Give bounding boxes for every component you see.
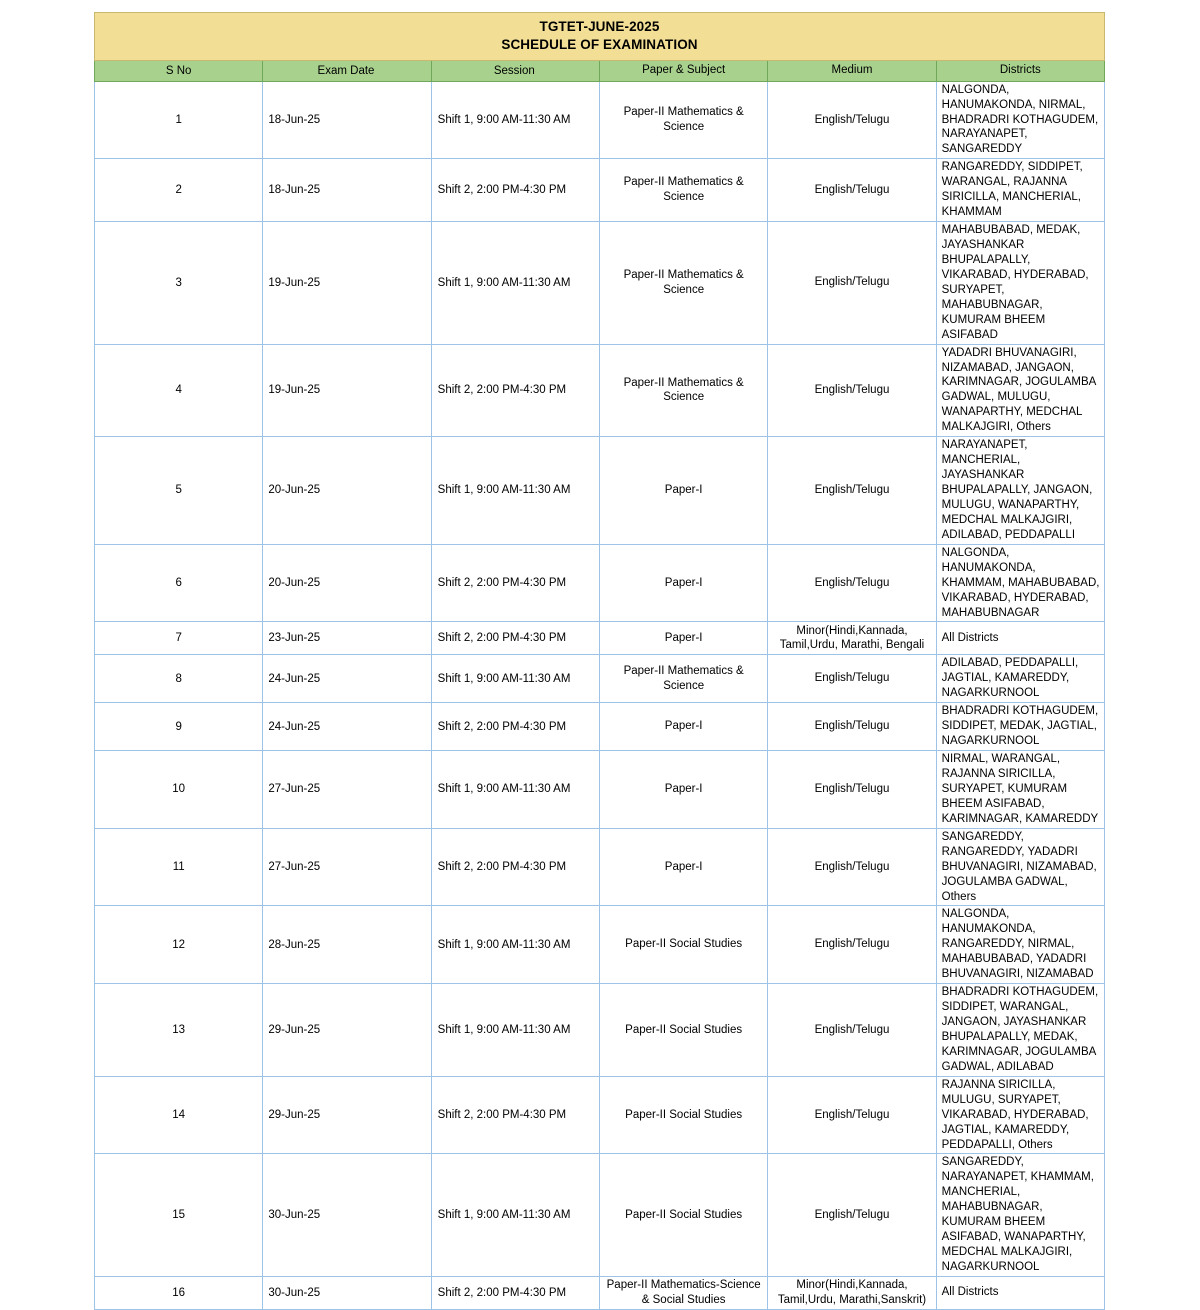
cell-s-no: 6 bbox=[95, 544, 263, 622]
cell-districts: NALGONDA, HANUMAKONDA, NIRMAL, BHADRADRI KOTHAGUDEM, NARAYANAPET, SANGAREDDY bbox=[936, 81, 1104, 159]
cell-medium: English/Telugu bbox=[768, 828, 936, 906]
table-row bbox=[95, 544, 1105, 622]
cell-districts: RAJANNA SIRICILLA, MULUGU, SURYAPET, VIKARABAD, HYDERABAD, JAGTIAL, KAMAREDDY, PEDDAPALLI, Others bbox=[936, 1076, 1104, 1154]
cell-session: Shift 1, 9:00 AM-11:30 AM bbox=[431, 655, 599, 703]
table-row bbox=[95, 906, 1105, 984]
cell-session: Shift 1, 9:00 AM-11:30 AM bbox=[431, 437, 599, 545]
cell-s-no: 12 bbox=[95, 906, 263, 984]
cell-exam-date: 24-Jun-25 bbox=[263, 655, 431, 703]
cell-paper-subject: Paper-II Mathematics & Science bbox=[599, 222, 767, 345]
cell-session: Shift 1, 9:00 AM-11:30 AM bbox=[431, 1154, 599, 1277]
cell-medium: English/Telugu bbox=[768, 984, 936, 1077]
cell-exam-date: 28-Jun-25 bbox=[263, 906, 431, 984]
cell-exam-date: 20-Jun-25 bbox=[263, 437, 431, 545]
cell-paper-subject: Paper-II Mathematics & Science bbox=[599, 655, 767, 703]
cell-medium: Minor(Hindi,Kannada, Tamil,Urdu, Marathi,Sanskrit) bbox=[768, 1276, 936, 1309]
cell-exam-date: 19-Jun-25 bbox=[263, 344, 431, 437]
cell-exam-date: 23-Jun-25 bbox=[263, 622, 431, 655]
cell-s-no: 5 bbox=[95, 437, 263, 545]
cell-districts: NALGONDA, HANUMAKONDA, RANGAREDDY, NIRMAL, MAHABUBABAD, YADADRI BHUVANAGIRI, NIZAMABAD bbox=[936, 906, 1104, 984]
cell-paper-subject: Paper-II Social Studies bbox=[599, 984, 767, 1077]
cell-s-no: 13 bbox=[95, 984, 263, 1077]
cell-districts: NALGONDA, HANUMAKONDA, KHAMMAM, MAHABUBABAD, VIKARABAD, HYDERABAD, MAHABUBNAGAR bbox=[936, 544, 1104, 622]
cell-s-no: 2 bbox=[95, 159, 263, 222]
cell-s-no: 7 bbox=[95, 622, 263, 655]
cell-exam-date: 19-Jun-25 bbox=[263, 222, 431, 345]
column-header-exam-date: Exam Date bbox=[263, 60, 431, 81]
column-header-session: Session bbox=[431, 60, 599, 81]
cell-s-no: 15 bbox=[95, 1154, 263, 1277]
exam-schedule-sheet bbox=[94, 12, 1105, 1310]
column-header-medium: Medium bbox=[768, 60, 936, 81]
cell-districts: NARAYANAPET, MANCHERIAL, JAYASHANKAR BHUPALAPALLY, JANGAON, MULUGU, WANAPARTHY, MEDCHAL MALKAJGIRI, ADILABAD, PEDDAPALLI bbox=[936, 437, 1104, 545]
cell-s-no: 1 bbox=[95, 81, 263, 159]
table-body bbox=[95, 13, 1105, 1310]
cell-exam-date: 29-Jun-25 bbox=[263, 984, 431, 1077]
document-title bbox=[95, 13, 1105, 61]
cell-medium: English/Telugu bbox=[768, 544, 936, 622]
cell-districts: ADILABAD, PEDDAPALLI, JAGTIAL, KAMAREDDY, NAGARKURNOOL bbox=[936, 655, 1104, 703]
cell-session: Shift 2, 2:00 PM-4:30 PM bbox=[431, 828, 599, 906]
cell-s-no: 11 bbox=[95, 828, 263, 906]
cell-paper-subject: Paper-I bbox=[599, 751, 767, 829]
cell-medium: English/Telugu bbox=[768, 437, 936, 545]
cell-session: Shift 1, 9:00 AM-11:30 AM bbox=[431, 984, 599, 1077]
cell-districts: All Districts bbox=[936, 1276, 1104, 1309]
cell-medium: English/Telugu bbox=[768, 222, 936, 345]
cell-session: Shift 1, 9:00 AM-11:30 AM bbox=[431, 751, 599, 829]
cell-s-no: 4 bbox=[95, 344, 263, 437]
table-row bbox=[95, 655, 1105, 703]
cell-s-no: 8 bbox=[95, 655, 263, 703]
title-line-primary: TGTET-JUNE-2025 bbox=[539, 19, 660, 34]
table-row bbox=[95, 622, 1105, 655]
table-row bbox=[95, 1154, 1105, 1277]
cell-districts: RANGAREDDY, SIDDIPET, WARANGAL, RAJANNA SIRICILLA, MANCHERIAL, KHAMMAM bbox=[936, 159, 1104, 222]
cell-exam-date: 27-Jun-25 bbox=[263, 751, 431, 829]
exam-schedule-table bbox=[94, 12, 1105, 1310]
cell-medium: English/Telugu bbox=[768, 655, 936, 703]
cell-exam-date: 30-Jun-25 bbox=[263, 1154, 431, 1277]
cell-s-no: 10 bbox=[95, 751, 263, 829]
cell-medium: English/Telugu bbox=[768, 159, 936, 222]
cell-session: Shift 2, 2:00 PM-4:30 PM bbox=[431, 1276, 599, 1309]
cell-paper-subject: Paper-II Mathematics-Science & Social Studies bbox=[599, 1276, 767, 1309]
table-row bbox=[95, 751, 1105, 829]
table-header-row bbox=[95, 60, 1105, 81]
cell-medium: English/Telugu bbox=[768, 906, 936, 984]
table-row bbox=[95, 437, 1105, 545]
cell-session: Shift 2, 2:00 PM-4:30 PM bbox=[431, 544, 599, 622]
cell-session: Shift 1, 9:00 AM-11:30 AM bbox=[431, 906, 599, 984]
cell-exam-date: 18-Jun-25 bbox=[263, 159, 431, 222]
cell-paper-subject: Paper-I bbox=[599, 828, 767, 906]
cell-medium: English/Telugu bbox=[768, 344, 936, 437]
cell-medium: English/Telugu bbox=[768, 1076, 936, 1154]
column-header-s-no: S No bbox=[95, 60, 263, 81]
table-row bbox=[95, 828, 1105, 906]
cell-paper-subject: Paper-II Mathematics & Science bbox=[599, 159, 767, 222]
cell-districts: SANGAREDDY, NARAYANAPET, KHAMMAM, MANCHERIAL, MAHABUBNAGAR, KUMURAM BHEEM ASIFABAD, WANAPARTHY, MEDCHAL MALKAJGIRI, NAGARKURNOOL bbox=[936, 1154, 1104, 1277]
cell-session: Shift 2, 2:00 PM-4:30 PM bbox=[431, 703, 599, 751]
table-row bbox=[95, 1076, 1105, 1154]
cell-paper-subject: Paper-II Social Studies bbox=[599, 1076, 767, 1154]
cell-s-no: 9 bbox=[95, 703, 263, 751]
cell-paper-subject: Paper-II Social Studies bbox=[599, 1154, 767, 1277]
column-header-districts: Districts bbox=[936, 60, 1104, 81]
cell-s-no: 16 bbox=[95, 1276, 263, 1309]
cell-s-no: 3 bbox=[95, 222, 263, 345]
cell-medium: English/Telugu bbox=[768, 81, 936, 159]
cell-s-no: 14 bbox=[95, 1076, 263, 1154]
cell-paper-subject: Paper-II Social Studies bbox=[599, 906, 767, 984]
cell-medium: English/Telugu bbox=[768, 1154, 936, 1277]
cell-exam-date: 30-Jun-25 bbox=[263, 1276, 431, 1309]
cell-session: Shift 2, 2:00 PM-4:30 PM bbox=[431, 344, 599, 437]
table-row bbox=[95, 159, 1105, 222]
cell-medium: Minor(Hindi,Kannada, Tamil,Urdu, Marathi, Bengali bbox=[768, 622, 936, 655]
table-row bbox=[95, 984, 1105, 1077]
cell-districts: SANGAREDDY, RANGAREDDY, YADADRI BHUVANAGIRI, NIZAMABAD, JOGULAMBA GADWAL, Others bbox=[936, 828, 1104, 906]
cell-paper-subject: Paper-II Mathematics & Science bbox=[599, 81, 767, 159]
cell-exam-date: 20-Jun-25 bbox=[263, 544, 431, 622]
table-row bbox=[95, 1276, 1105, 1309]
cell-districts: All Districts bbox=[936, 622, 1104, 655]
cell-medium: English/Telugu bbox=[768, 703, 936, 751]
title-line-secondary: SCHEDULE OF EXAMINATION bbox=[501, 36, 698, 52]
cell-paper-subject: Paper-I bbox=[599, 622, 767, 655]
table-row bbox=[95, 344, 1105, 437]
cell-medium: English/Telugu bbox=[768, 751, 936, 829]
table-row bbox=[95, 703, 1105, 751]
cell-session: Shift 2, 2:00 PM-4:30 PM bbox=[431, 622, 599, 655]
cell-paper-subject: Paper-I bbox=[599, 703, 767, 751]
column-header-paper-subject: Paper & Subject bbox=[599, 60, 767, 81]
cell-exam-date: 29-Jun-25 bbox=[263, 1076, 431, 1154]
cell-districts: NIRMAL, WARANGAL, RAJANNA SIRICILLA, SURYAPET, KUMURAM BHEEM ASIFABAD, KARIMNAGAR, KAMAREDDY bbox=[936, 751, 1104, 829]
cell-session: Shift 1, 9:00 AM-11:30 AM bbox=[431, 222, 599, 345]
cell-exam-date: 24-Jun-25 bbox=[263, 703, 431, 751]
cell-session: Shift 2, 2:00 PM-4:30 PM bbox=[431, 1076, 599, 1154]
cell-exam-date: 27-Jun-25 bbox=[263, 828, 431, 906]
cell-session: Shift 1, 9:00 AM-11:30 AM bbox=[431, 81, 599, 159]
cell-districts: BHADRADRI KOTHAGUDEM, SIDDIPET, WARANGAL, JANGAON, JAYASHANKAR BHUPALAPALLY, MEDAK, KARIMNAGAR, JOGULAMBA GADWAL, ADILABAD bbox=[936, 984, 1104, 1077]
cell-paper-subject: Paper-I bbox=[599, 437, 767, 545]
title-row bbox=[95, 13, 1105, 61]
cell-districts: MAHABUBABAD, MEDAK, JAYASHANKAR BHUPALAPALLY, VIKARABAD, HYDERABAD, SURYAPET, MAHABUBNAGAR, KUMURAM BHEEM ASIFABAD bbox=[936, 222, 1104, 345]
table-row bbox=[95, 222, 1105, 345]
cell-paper-subject: Paper-II Mathematics & Science bbox=[599, 344, 767, 437]
cell-paper-subject: Paper-I bbox=[599, 544, 767, 622]
cell-exam-date: 18-Jun-25 bbox=[263, 81, 431, 159]
cell-districts: BHADRADRI KOTHAGUDEM, SIDDIPET, MEDAK, JAGTIAL, NAGARKURNOOL bbox=[936, 703, 1104, 751]
cell-session: Shift 2, 2:00 PM-4:30 PM bbox=[431, 159, 599, 222]
table-row bbox=[95, 81, 1105, 159]
cell-districts: YADADRI BHUVANAGIRI, NIZAMABAD, JANGAON, KARIMNAGAR, JOGULAMBA GADWAL, MULUGU, WANAPARTHY, MEDCHAL MALKAJGIRI, Others bbox=[936, 344, 1104, 437]
